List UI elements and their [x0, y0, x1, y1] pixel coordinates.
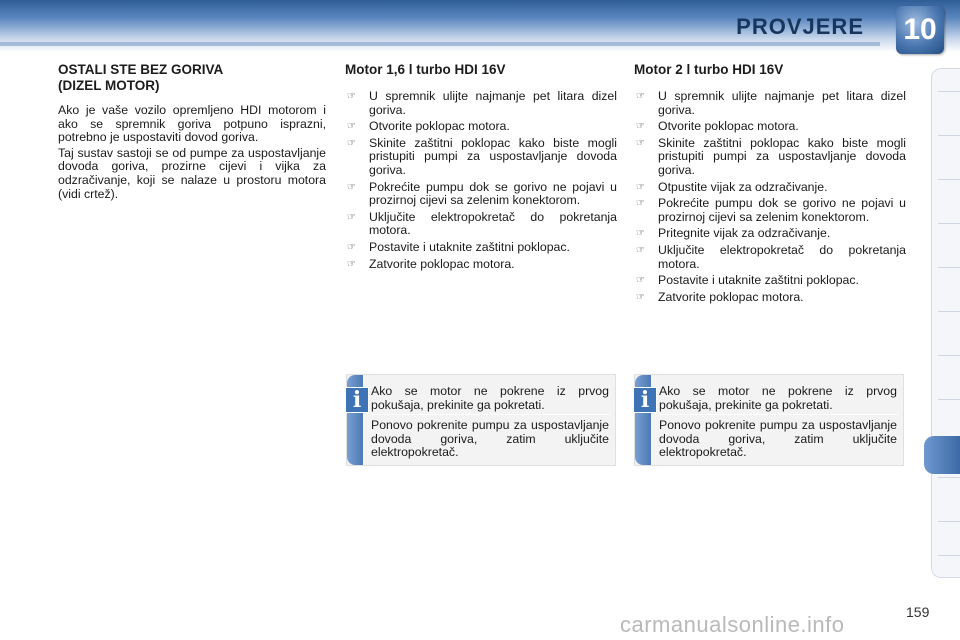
section-title — [58, 62, 326, 94]
list-item — [345, 258, 617, 272]
info-content — [659, 385, 897, 464]
info-text: Ako se motor ne pokrene iz prvog pokušaja, prekinite ga pokretati. — [659, 385, 897, 415]
info-text: Ponovo pokrenite pumpu za uspostavljanje dovoda goriva, zatim uključite elektropokretač. — [371, 418, 609, 460]
step-text: Zatvorite poklopac motora. — [658, 289, 804, 304]
step-text: Skinite zaštitni poklopac kako biste mogli pristupiti pumpi za uspostavljanje dovoda goriva. — [369, 135, 617, 177]
step-text: Zatvorite poklopac motora. — [369, 256, 515, 271]
list-item — [345, 241, 617, 255]
chapter-title: PROVJERE — [736, 14, 864, 39]
step-text: Pokrećite pumpu dok se gorivo ne pojavi u prozirnoj cijevi sa zelenim konektorom. — [369, 179, 617, 208]
step-text: Postavite i utaknite zaštitni poklopac. — [369, 239, 570, 254]
watermark: carmanualsonline.info — [620, 612, 845, 637]
hand-pointer-icon: ☞ — [636, 181, 645, 193]
header-rule — [0, 42, 880, 46]
info-box — [634, 374, 904, 466]
info-box — [346, 374, 616, 466]
tab-divider — [938, 91, 960, 92]
list-item — [634, 120, 906, 134]
hand-pointer-icon: ☞ — [347, 137, 356, 149]
tab-divider — [938, 135, 960, 136]
engine-title: Motor 2 l turbo HDI 16V — [634, 62, 784, 77]
intro-paragraph: Taj sustav sastoji se od pumpe za uspostavljanje dovoda goriva, prozirne cijevi i vijka za odzračivanje, koji se nalaze u prostoru motora (vidi crtež). — [58, 145, 326, 201]
step-text: Pritegnite vijak za odzračivanje. — [658, 226, 831, 241]
list-item — [345, 181, 617, 208]
hand-pointer-icon: ☞ — [636, 137, 645, 149]
chapter-tab-strip[interactable] — [931, 68, 960, 578]
hand-pointer-icon: ☞ — [636, 91, 645, 102]
tab-divider — [938, 555, 960, 556]
step-text: Skinite zaštitni poklopac kako biste mogli pristupiti pumpi za uspostavljanje dovoda goriva. — [658, 135, 906, 177]
tab-divider — [938, 223, 960, 224]
step-text: U spremnik ulijte najmanje pet litara dizel goriva. — [369, 89, 617, 117]
section-title-line: OSTALI STE BEZ GORIVA — [58, 62, 224, 77]
list-item — [345, 90, 617, 117]
hand-pointer-icon: ☞ — [636, 121, 645, 133]
hand-pointer-icon: ☞ — [347, 181, 356, 193]
list-item — [345, 211, 617, 238]
list-item — [634, 90, 906, 117]
tab-divider — [938, 477, 960, 478]
list-item — [345, 137, 617, 178]
info-text: Ponovo pokrenite pumpu za uspostavljanje dovoda goriva, zatim uključite elektropokretač. — [659, 418, 897, 460]
hand-pointer-icon: ☞ — [347, 258, 356, 270]
hand-pointer-icon: ☞ — [636, 244, 645, 256]
tab-divider — [938, 399, 960, 400]
step-text: Uključite elektropokretač do pokretanja motora. — [369, 209, 617, 238]
info-text: Ako se motor ne pokrene iz prvog pokušaja, prekinite ga pokretati. — [371, 385, 609, 415]
chapter-number-badge: 10 — [896, 6, 944, 54]
tab-divider — [938, 267, 960, 268]
engine-16-column — [345, 62, 617, 274]
hand-pointer-icon: ☞ — [347, 91, 356, 102]
list-item — [634, 197, 906, 224]
tab-divider — [938, 521, 960, 522]
hand-pointer-icon: ☞ — [347, 241, 356, 253]
hand-pointer-icon: ☞ — [636, 228, 645, 240]
list-item — [345, 120, 617, 134]
step-text: Otvorite poklopac motora. — [369, 119, 510, 134]
list-item — [634, 274, 906, 288]
step-text: Uključite elektropokretač do pokretanja motora. — [658, 242, 906, 271]
section-title-line: (DIZEL MOTOR) — [58, 78, 160, 93]
hand-pointer-icon: ☞ — [347, 121, 356, 133]
list-item — [634, 244, 906, 271]
info-icon: i — [633, 387, 657, 413]
steps-list — [345, 90, 617, 271]
tab-divider — [938, 179, 960, 180]
hand-pointer-icon: ☞ — [636, 198, 645, 210]
engine-title: Motor 1,6 l turbo HDI 16V — [345, 62, 506, 77]
steps-list — [634, 90, 906, 304]
step-text: Otvorite poklopac motora. — [658, 119, 799, 134]
step-text: Pokrećite pumpu dok se gorivo ne pojavi u prozirnoj cijevi sa zelenim konektorom. — [658, 196, 906, 224]
info-content — [371, 385, 609, 464]
hand-pointer-icon: ☞ — [636, 291, 645, 303]
list-item — [634, 227, 906, 241]
list-item — [634, 291, 906, 305]
tab-divider — [938, 355, 960, 356]
step-text: Otpustite vijak za odzračivanje. — [658, 179, 828, 194]
active-chapter-tab[interactable] — [924, 436, 960, 474]
tab-divider — [938, 311, 960, 312]
engine-20-column — [634, 62, 906, 307]
info-icon: i — [345, 387, 369, 413]
list-item — [634, 181, 906, 195]
hand-pointer-icon: ☞ — [347, 211, 356, 223]
step-text: U spremnik ulijte najmanje pet litara dizel goriva. — [658, 89, 906, 117]
page-number: 159 — [906, 604, 930, 620]
intro-paragraph: Ako je vaše vozilo opremljeno HDI motorom i ako se spremnik goriva potpuno isprazni, potrebno je uspostaviti dovod goriva. — [58, 103, 326, 145]
step-text: Postavite i utaknite zaštitni poklopac. — [658, 273, 859, 288]
list-item — [634, 137, 906, 178]
hand-pointer-icon: ☞ — [636, 275, 645, 287]
intro-column — [58, 62, 326, 203]
